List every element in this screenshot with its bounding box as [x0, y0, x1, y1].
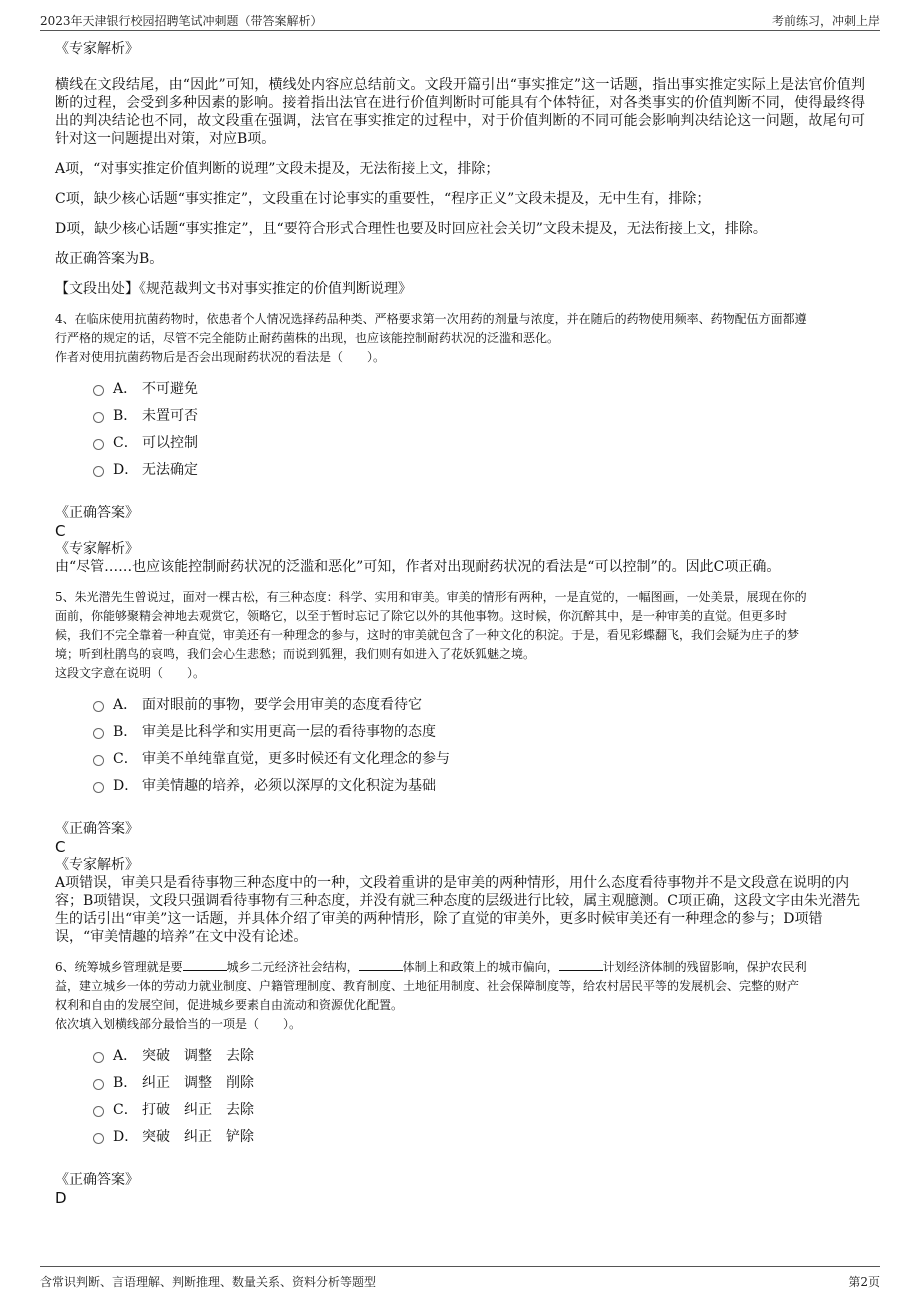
q5-options: [93, 690, 865, 798]
q5-analysis-label: 《专家解析》: [55, 857, 139, 873]
q6-answer: D: [55, 1189, 67, 1207]
radio-icon[interactable]: [93, 466, 104, 477]
q6-question: 依次填入划横线部分最恰当的一项是（ ）。: [55, 1017, 302, 1031]
radio-icon[interactable]: [93, 1133, 104, 1144]
page-content: [55, 40, 865, 1207]
footer-topics: 含常识判断、言语理解、判断推理、数量关系、资料分析等题型: [40, 1275, 377, 1289]
q6-option-b[interactable]: B． 纠正 调整 削除: [93, 1068, 865, 1095]
radio-icon[interactable]: [93, 782, 104, 793]
q5-stem-line: 候，我们不完全靠着一种直觉，审美还有一种理念的参与，这时的审美就包含了一种文化的积淀。于是，看见彩蝶翻飞，我们会疑为庄子的梦: [55, 628, 800, 642]
document-title: 2023年天津银行校园招聘笔试冲刺题（带答案解析）: [40, 14, 323, 28]
q6-options: [93, 1041, 865, 1149]
prev-source: 【文段出处】《规范裁判文书对事实推定的价值判断说理》: [55, 281, 412, 297]
q4-stem: [55, 310, 865, 367]
radio-icon[interactable]: [93, 439, 104, 450]
q4-options: [93, 374, 865, 482]
q6-stem-line: 益，建立城乡一体的劳动力就业制度、户籍管理制度、教育制度、土地征用制度、社会保障制度等，给农村居民平等的发展机会、完整的财产: [55, 979, 800, 993]
q5-stem-line: 5、朱光潜先生曾说过，面对一棵古松，有三种态度：科学、实用和审美。审美的情形有两种，一是直觉的，一幅图画，一处美景，展现在你的: [55, 590, 807, 604]
q6-option-d[interactable]: D． 突破 纠正 铲除: [93, 1122, 865, 1149]
radio-icon[interactable]: [93, 755, 104, 766]
q5-stem-line: 面前，你能够聚精会神地去观赏它，领略它，以至于暂时忘记了除它以外的其他事物。这时候，你沉醉其中，是一种审美的直觉。但更多时: [55, 609, 788, 623]
header-slogan: 考前练习，冲刺上岸: [771, 14, 880, 28]
page-header: [40, 10, 880, 31]
q6-answer-label: 《正确答案》: [55, 1172, 139, 1188]
radio-icon[interactable]: [93, 1079, 104, 1090]
page-number: 第2页: [848, 1275, 880, 1289]
q5-question: 这段文字意在说明（ ）。: [55, 666, 206, 680]
q4-analysis-label: 《专家解析》: [55, 541, 139, 557]
page-footer: [40, 1266, 880, 1291]
q5-stem-line: 境；听到杜鹃鸟的哀鸣，我们会心生悲愁；而说到狐狸，我们则有如进入了花妖狐魅之境。: [55, 647, 536, 661]
prev-analysis-option-c: C项，缺少核心话题“事实推定”，文段重在讨论事实的重要性，“程序正义”文段未提及，无中生有，排除；: [55, 191, 711, 207]
q4-option-c[interactable]: C． 可以控制: [93, 428, 865, 455]
q6-stem-first-line: 6、统筹城乡管理就是要 城乡二元经济社会结构， 体制上和政策上的城市偏向， 计划经济体制的残留影响，保护农民利: [55, 960, 807, 974]
q4-analysis: 由“尽管……也应该能控制耐药状况的泛滥和恶化”可知，作者对出现耐药状况的看法是“可以控制”的。因此C项正确。: [55, 559, 781, 575]
fill-blank[interactable]: [359, 958, 403, 971]
radio-icon[interactable]: [93, 412, 104, 423]
radio-icon[interactable]: [93, 385, 104, 396]
fill-blank[interactable]: [183, 958, 227, 971]
q4-option-d[interactable]: D． 无法确定: [93, 455, 865, 482]
radio-icon[interactable]: [93, 728, 104, 739]
q6-stem-line: 权利和自由的发展空间，促进城乡要素自由流动和资源优化配置。: [55, 998, 404, 1012]
radio-icon[interactable]: [93, 1106, 104, 1117]
q6-stem: [55, 958, 865, 1034]
radio-icon[interactable]: [93, 701, 104, 712]
q5-stem: [55, 588, 865, 683]
q5-option-c[interactable]: C． 审美不单纯靠直觉，更多时候还有文化理念的参与: [93, 744, 865, 771]
q5-option-d[interactable]: D． 审美情趣的培养，必须以深厚的文化积淀为基础: [93, 771, 865, 798]
q5-option-b[interactable]: B． 审美是比科学和实用更高一层的看待事物的态度: [93, 717, 865, 744]
q4-answer-label: 《正确答案》: [55, 505, 139, 521]
prev-analysis-option-a: A项，“对事实推定价值判断的说理”文段未提及，无法衔接上文，排除；: [55, 161, 500, 177]
q4-question: 作者对使用抗菌药物后是否会出现耐药状况的看法是（ ）。: [55, 350, 386, 364]
q6-option-c[interactable]: C． 打破 纠正 去除: [93, 1095, 865, 1122]
q5-analysis: A项错误，审美只是看待事物三种态度中的一种，文段着重讲的是审美的两种情形，用什么态度看待事物并不是文段意在说明的内容；B项错误，文段只强调看待事物有三种态度，并没有就三种态度的层级进行比较，属主观臆测。C项正确，这段文字由朱光潜先生的话引出“审美”这一话题，并具体介绍了审美的两种情形，除了直觉的审美外，更多时候审美还有一种理念的参与；D项错误，“审美情趣的培养”在文中没有论述。: [55, 875, 860, 945]
prev-analysis-main: 横线在文段结尾，由“因此”可知，横线处内容应总结前文。文段开篇引出“事实推定”这一话题，指出事实推定实际上是法官价值判断的过程，会受到多种因素的影响。接着指出法官在进行价值判断时可能具有个体特征，对各类事实的价值判断不同，使得最终得出的判决结论也不同，故文段重在强调，法官在事实推定的过程中，对于价值判断的不同可能会影响判决结论这一问题，故尾句可针对这一问题提出对策，对应B项。: [55, 77, 865, 147]
prev-analysis-option-d: D项，缺少核心话题“事实推定”，且“要符合形式合理性也要及时回应社会关切”文段未提及，无法衔接上文，排除。: [55, 221, 767, 237]
q4-stem-line: 行严格的规定的话，尽管不完全能防止耐药菌株的出现，也应该能控制耐药状况的泛滥和恶化。: [55, 331, 560, 345]
prev-answer-conclusion: 故正确答案为B。: [55, 251, 164, 267]
prev-analysis-label: 《专家解析》: [55, 41, 139, 57]
q5-option-a[interactable]: A． 面对眼前的事物，要学会用审美的态度看待它: [93, 690, 865, 717]
q4-stem-line: 4、在临床使用抗菌药物时，依患者个人情况选择药品种类、严格要求第一次用药的剂量与浓度，并在随后的药物使用频率、药物配伍方面都遵: [55, 312, 807, 326]
q4-answer: C: [55, 522, 66, 540]
q5-answer-label: 《正确答案》: [55, 821, 139, 837]
q6-option-a[interactable]: A． 突破 调整 去除: [93, 1041, 865, 1068]
radio-icon[interactable]: [93, 1052, 104, 1063]
fill-blank[interactable]: [559, 958, 603, 971]
q4-option-a[interactable]: A． 不可避免: [93, 374, 865, 401]
q5-answer: C: [55, 838, 66, 856]
q4-option-b[interactable]: B． 未置可否: [93, 401, 865, 428]
